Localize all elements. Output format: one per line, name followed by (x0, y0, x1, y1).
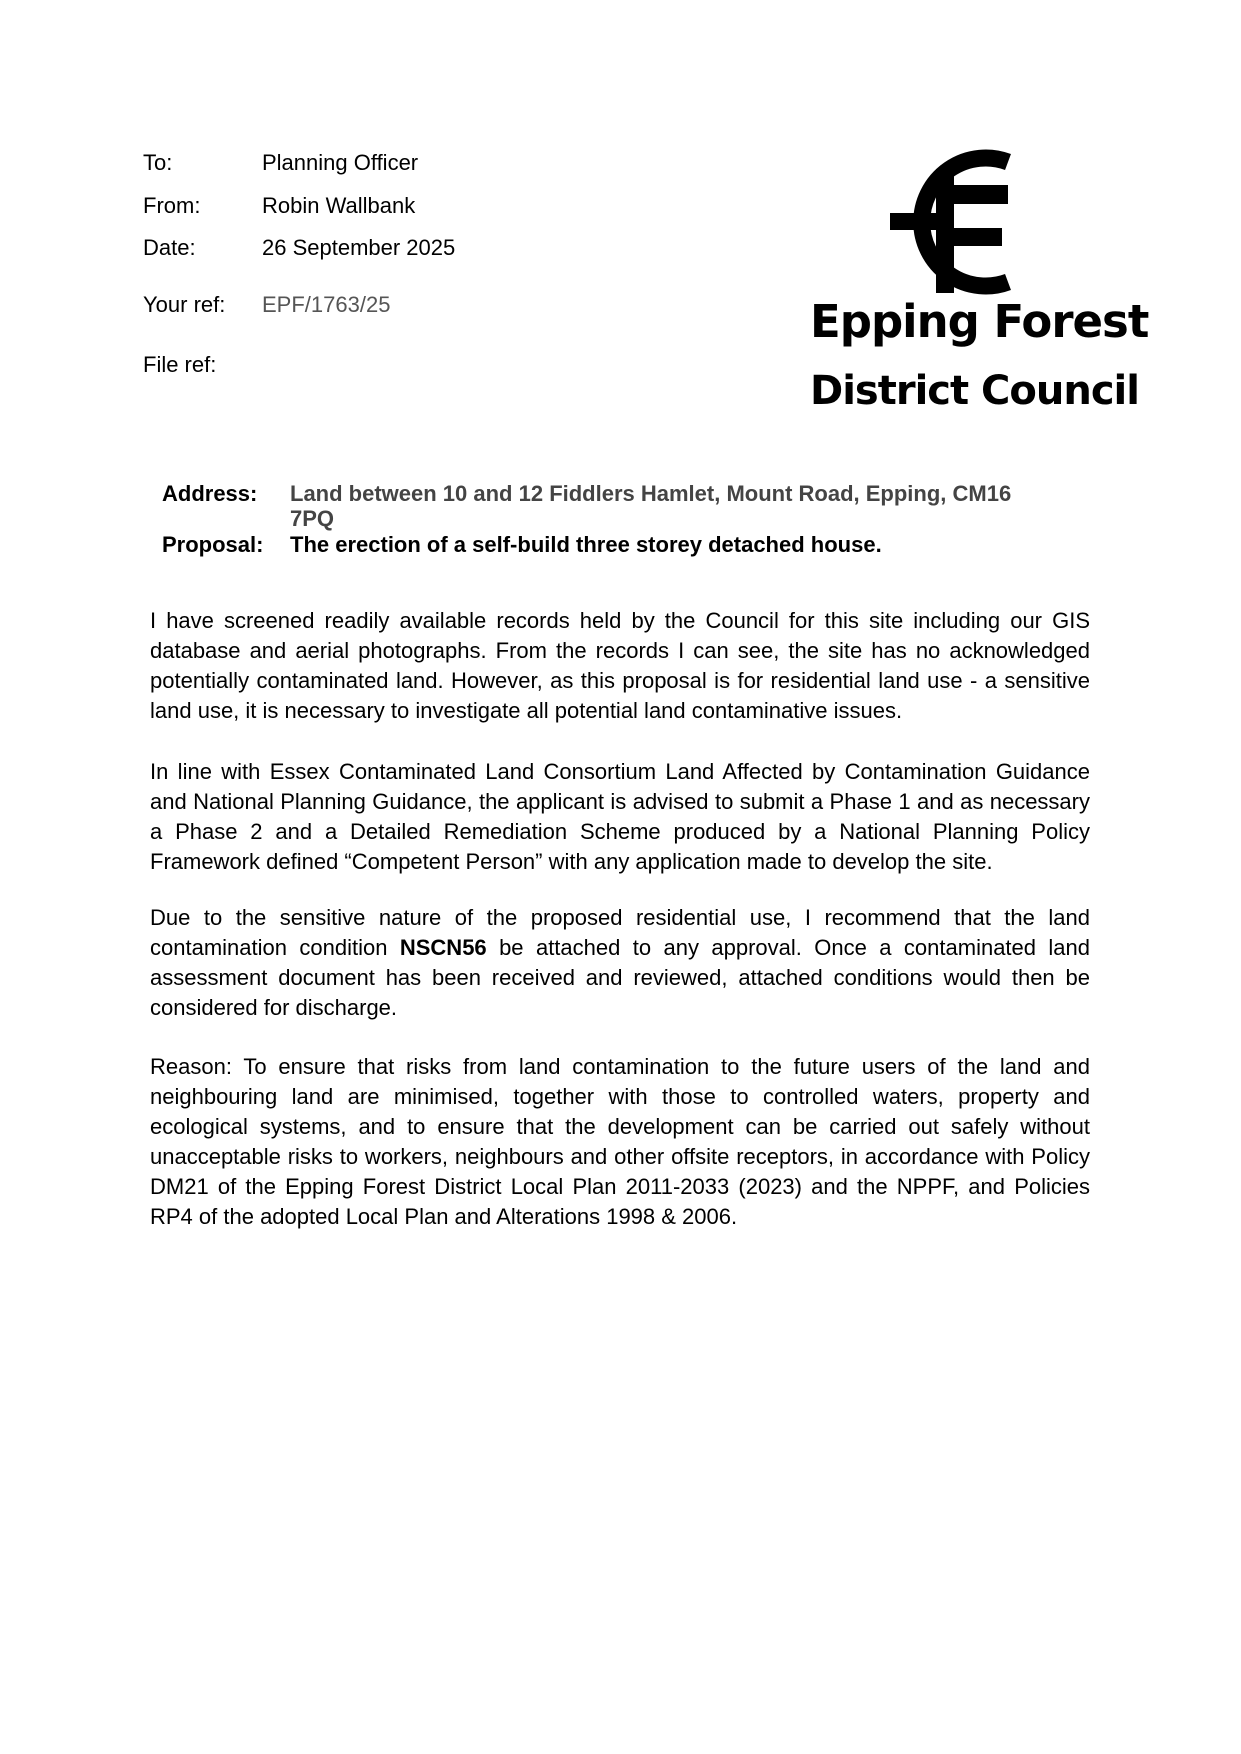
memo-to-label: To: (143, 150, 173, 175)
memo-file-ref-label: File ref: (143, 352, 217, 377)
logo-text-line1: Epping Forest (810, 295, 1149, 348)
ef-monogram-icon (890, 145, 1020, 300)
proposal-label: Proposal: (162, 532, 264, 557)
memo-to-value: Planning Officer (262, 150, 419, 175)
memo-to-row (143, 150, 418, 176)
proposal-value: The erection of a self-build three storey detached house. (290, 532, 882, 557)
memo-your-ref-value: EPF/1763/25 (262, 292, 391, 317)
body-paragraph-3 (150, 903, 1090, 1023)
paragraph-3-text-after: be attached to any approval. Once a contaminated land assessment document has been received and reviewed, attached conditions would then be considered for discharge. (150, 935, 1091, 1020)
condition-code: NSCN56 (399, 935, 487, 960)
address-value: Land between 10 and 12 Fiddlers Hamlet, Mount Road, Epping, CM16 7PQ (290, 481, 1012, 531)
memo-your-ref-row (143, 292, 390, 318)
memo-date-label: Date: (143, 235, 196, 260)
memo-file-ref-row (143, 352, 262, 378)
memo-your-ref-label: Your ref: (143, 292, 226, 317)
memo-from-value: Robin Wallbank (262, 193, 416, 218)
memo-from-label: From: (143, 193, 201, 218)
address-label: Address: (162, 481, 258, 506)
body-paragraph-2: In line with Essex Contaminated Land Consortium Land Affected by Contamination Guidance and National Planning Guidance, the applicant is advised to submit a Phase 1 and as necessary a Phase 2 and a Detailed Remediation Scheme produced by a National Planning Policy Framework defined “Competent Person” with any application made to develop the site. (150, 759, 1090, 874)
body-paragraph-reason: Reason: To ensure that risks from land contamination to the future users of the land and neighbouring land are minimised, together with those to controlled waters, property and ecological systems, and to ensure that the development can be carried out safely without unacceptable risks to workers, neighbours and other offsite receptors, in accordance with Policy DM21 of the Epping Forest District Local Plan 2011-2033 (2023) and the NPPF, and Policies RP4 of the adopted Local Plan and Alterations 1998 & 2006. (150, 1054, 1090, 1229)
logo-text-line2: District Council (810, 368, 1139, 414)
proposal-row (162, 532, 1062, 557)
body-paragraph-1: I have screened readily available records held by the Council for this site including our GIS database and aerial photographs. From the records I can see, the site has no acknowledged potentially contaminated land. However, as this proposal is for residential land use - a sensitive land use, it is necessary to investigate all potential land contaminative issues. (150, 608, 1090, 723)
memo-date-value: 26 September 2025 (262, 235, 456, 260)
address-row (162, 481, 1062, 531)
memo-from-row (143, 193, 415, 219)
paragraph-3-text-before: Due to the sensitive nature of the proposed residential use, I recommend that the land contamination condition (150, 905, 1090, 960)
memo-date-row (143, 235, 455, 261)
council-logo (810, 145, 1160, 430)
